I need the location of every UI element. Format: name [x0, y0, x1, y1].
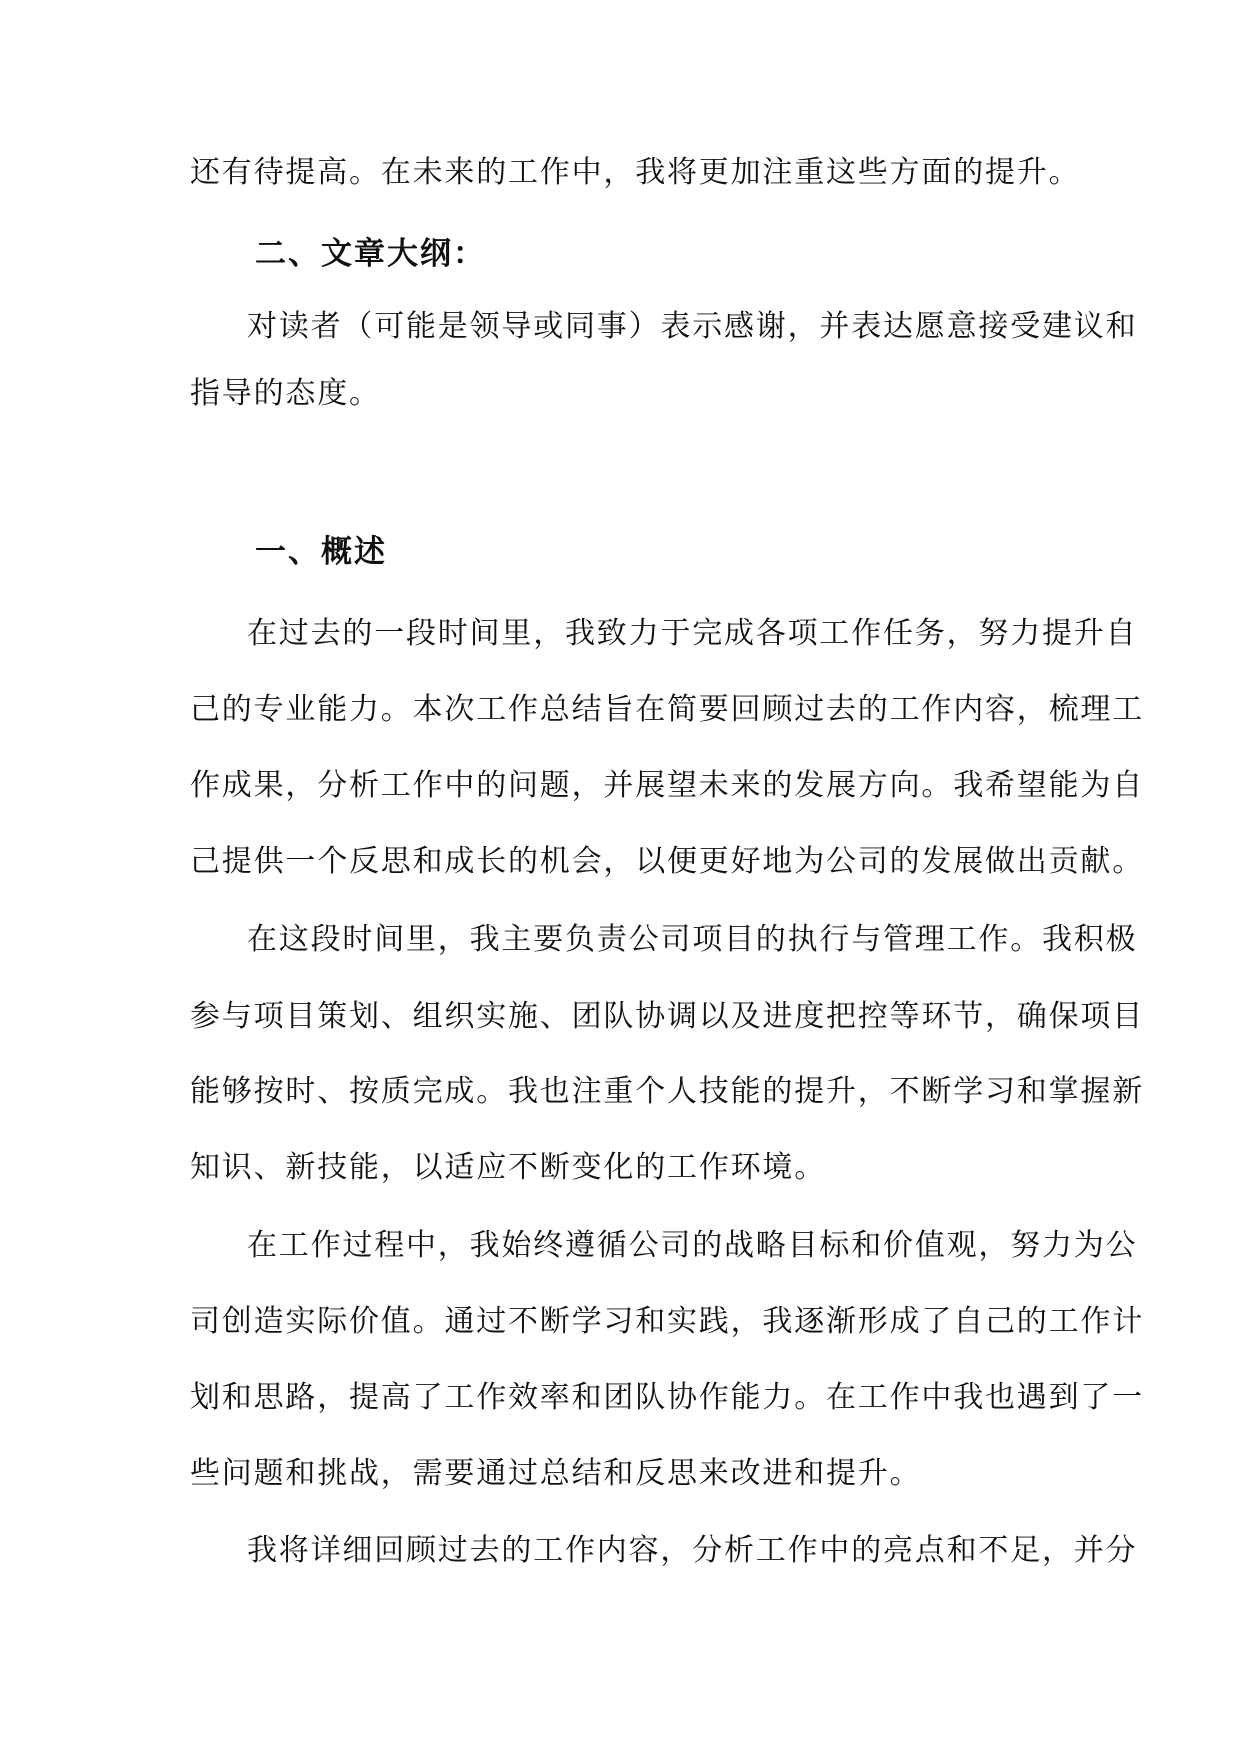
paragraph-line: 对读者（可能是领导或同事）表示感谢，并表达愿意接受建议和	[247, 309, 1138, 344]
paragraph-line: 知识、新技能，以适应不断变化的工作环境。	[190, 1150, 826, 1185]
paragraph-line: 指导的态度。	[190, 376, 381, 411]
paragraph-line: 划和思路，提高了工作效率和团队协作能力。在工作中我也遇到了一	[190, 1380, 1144, 1415]
section-heading-overview: 一、概述	[255, 534, 387, 570]
paragraph-line: 在过去的一段时间里，我致力于完成各项工作任务，努力提升自	[247, 616, 1138, 651]
paragraph-line: 司创造实际价值。通过不断学习和实践，我逐渐形成了自己的工作计	[190, 1304, 1144, 1339]
paragraph-line: 些问题和挑战，需要通过总结和反思来改进和提升。	[190, 1456, 922, 1491]
paragraph-line: 在这段时间里，我主要负责公司项目的执行与管理工作。我积极	[247, 922, 1138, 957]
paragraph-line: 在工作过程中，我始终遵循公司的战略目标和价值观，努力为公	[247, 1228, 1138, 1263]
paragraph-line: 能够按时、按质完成。我也注重个人技能的提升，不断学习和掌握新	[190, 1074, 1144, 1109]
paragraph-line: 作成果，分析工作中的问题，并展望未来的发展方向。我希望能为自	[190, 768, 1144, 803]
section-heading-outline: 二、文章大纲：	[255, 236, 486, 272]
paragraph-line: 己的专业能力。本次工作总结旨在简要回顾过去的工作内容，梳理工	[190, 692, 1144, 727]
paragraph-line: 己提供一个反思和成长的机会，以便更好地为公司的发展做出贡献。	[190, 844, 1144, 879]
paragraph-line: 我将详细回顾过去的工作内容，分析工作中的亮点和不足，并分	[247, 1533, 1138, 1568]
continuation-text: 还有待提高。在未来的工作中，我将更加注重这些方面的提升。	[190, 155, 1081, 190]
paragraph-line: 参与项目策划、组织实施、团队协调以及进度把控等环节，确保项目	[190, 999, 1144, 1034]
